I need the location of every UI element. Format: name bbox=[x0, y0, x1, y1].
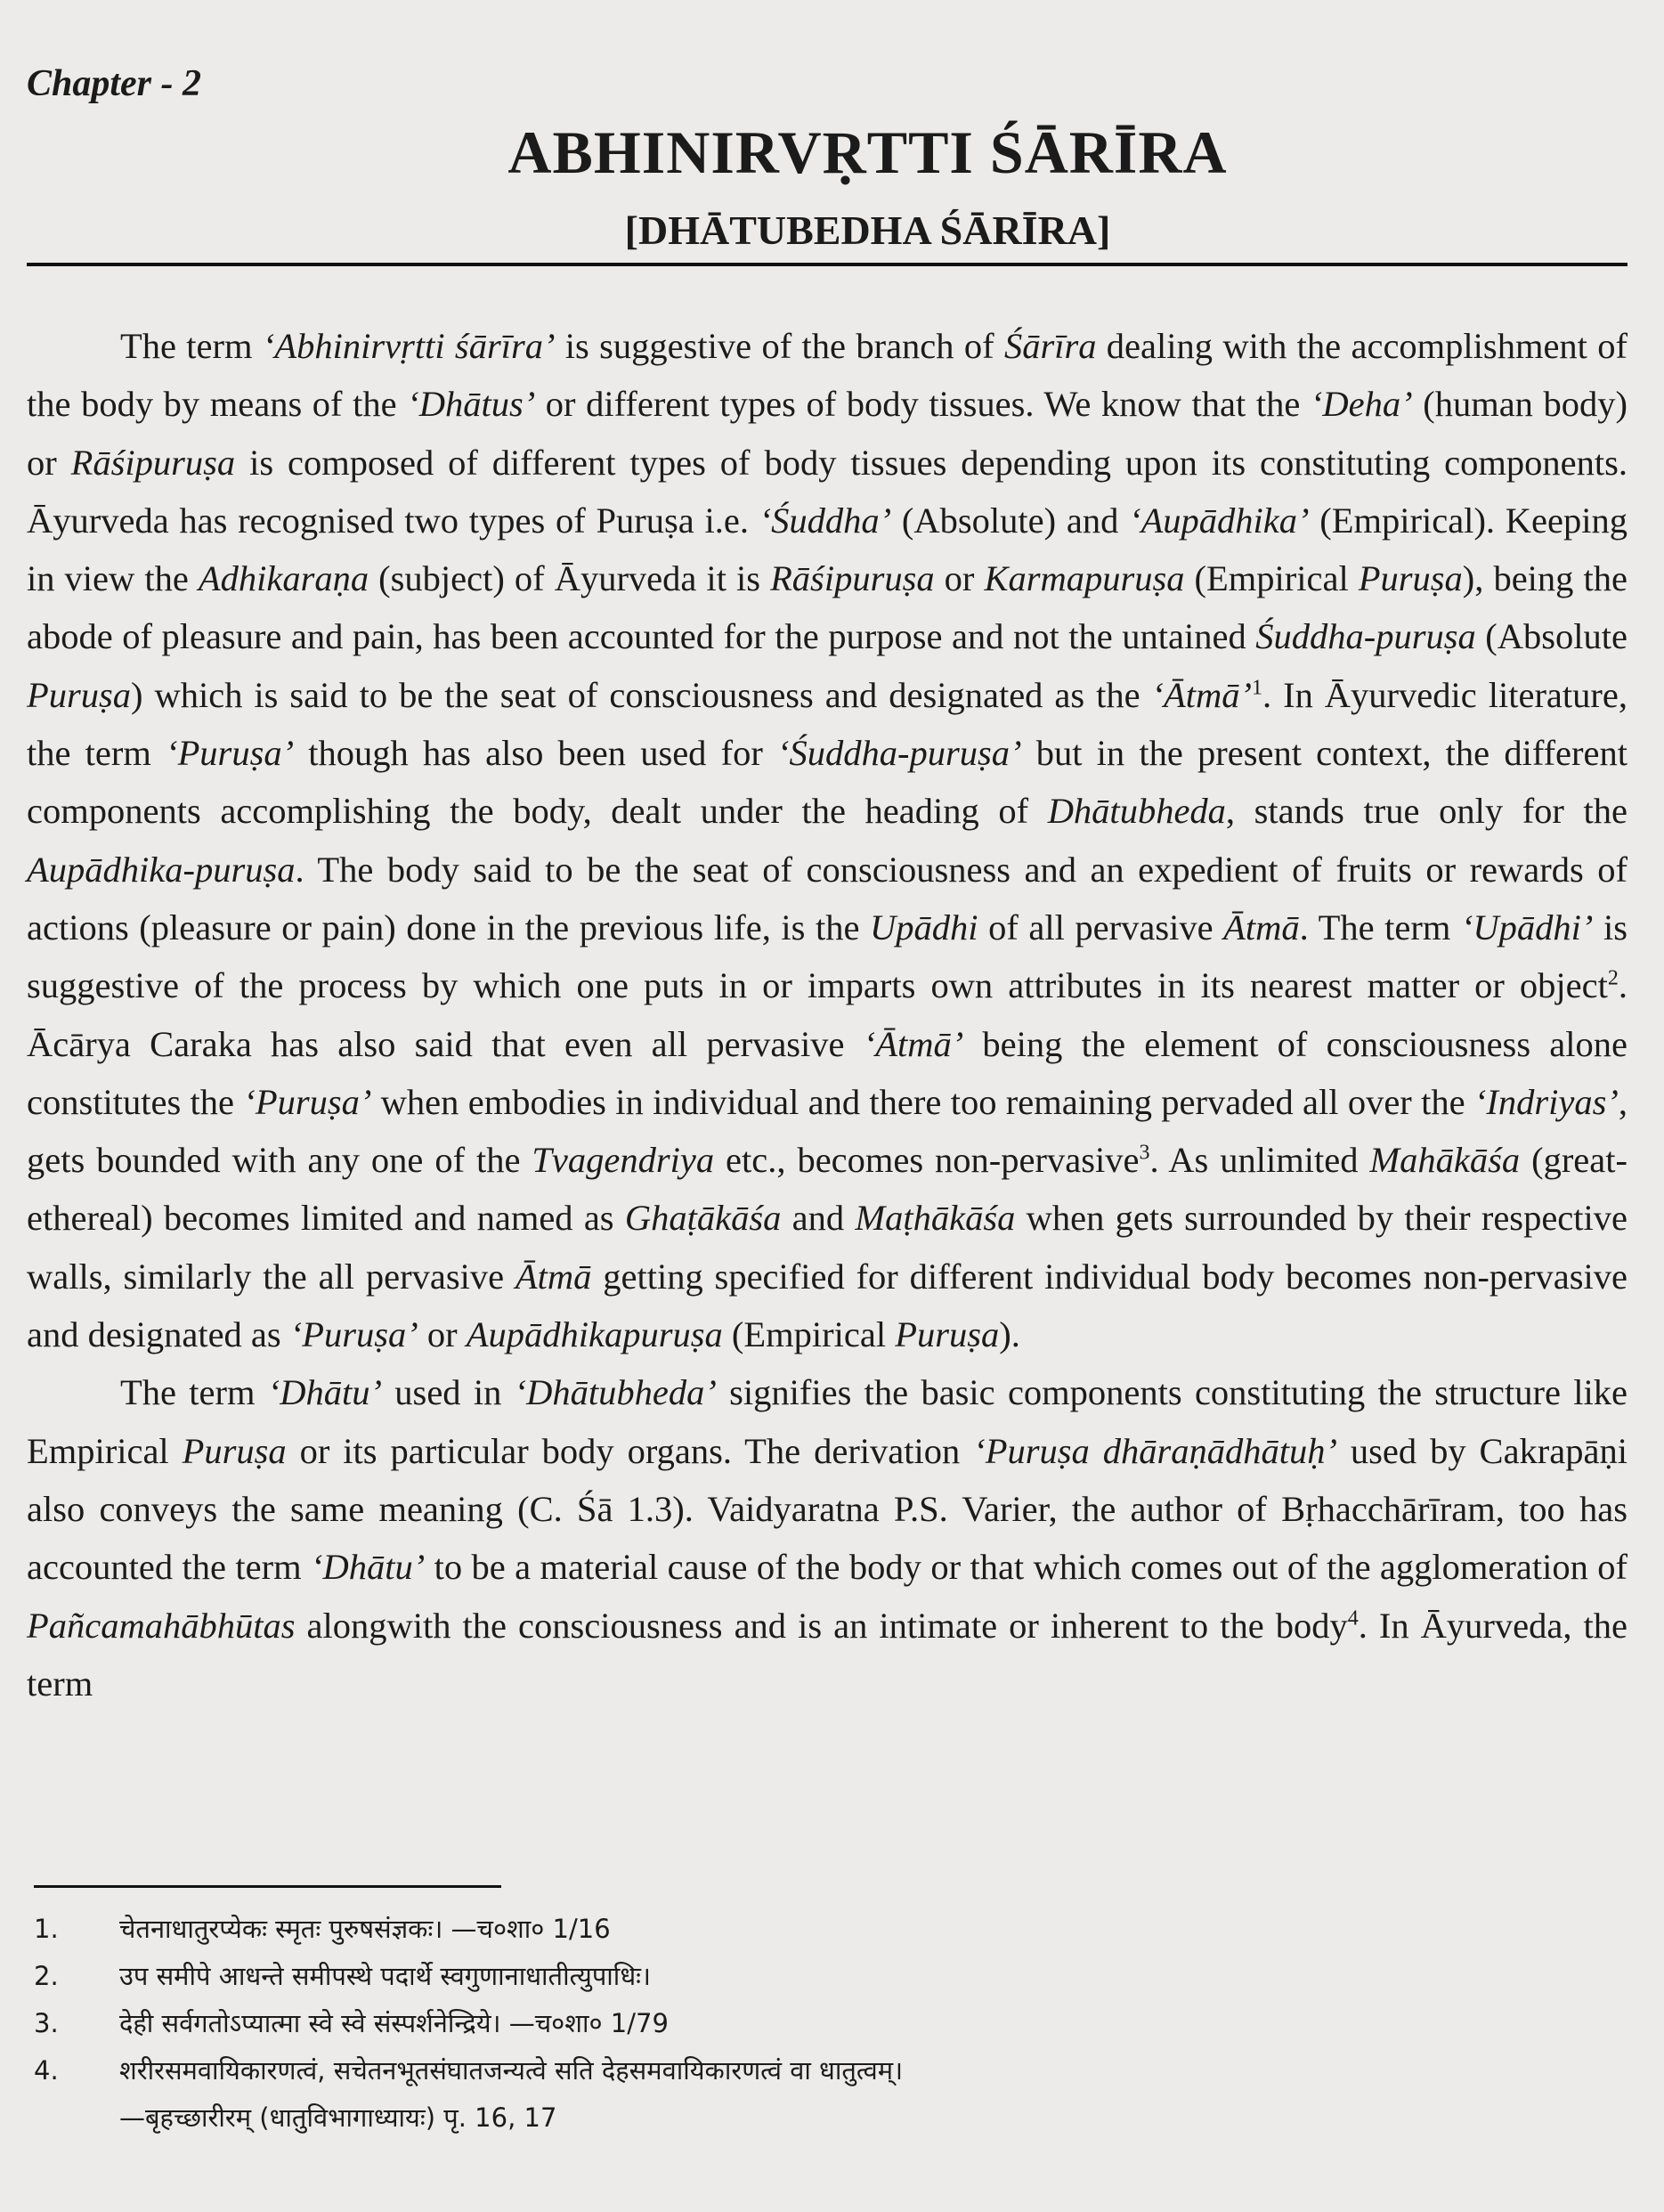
text-run: signifies the basic components constituting the structure like Empirical bbox=[27, 1372, 1627, 1471]
text-run: etc., becomes non-pervasive bbox=[714, 1140, 1140, 1181]
text-run: dealing with the accomplishment of the body by means of the bbox=[27, 326, 1627, 425]
text-run: or bbox=[934, 558, 985, 599]
italic-term: Puruṣa bbox=[1358, 558, 1463, 599]
footnote-item bbox=[34, 2000, 1619, 2047]
italic-term: ‘Upādhi’ bbox=[1460, 907, 1594, 947]
italic-term: Adhikaraṇa bbox=[198, 558, 369, 599]
italic-term: ‘Dhātu’ bbox=[311, 1547, 426, 1588]
text-run: but in the present context, the different components accomplishing the body, dealt under the heading of bbox=[27, 733, 1627, 832]
text-run: . The term bbox=[1299, 907, 1461, 947]
text-run: (Empirical). Keeping in view the bbox=[27, 500, 1627, 599]
footnote-item bbox=[34, 2047, 1619, 2094]
page-subtitle: [DHĀTUBEDHA ŚĀRĪRA] bbox=[624, 207, 1111, 253]
italic-term: ‘Abhinirvṛtti śārīra’ bbox=[262, 326, 556, 366]
paragraph-2 bbox=[27, 1363, 1627, 1712]
footnote-number: 4. bbox=[34, 2055, 59, 2086]
italic-term: ‘Ātmā’ bbox=[863, 1023, 964, 1064]
italic-term: Rāśipuruṣa bbox=[70, 442, 236, 483]
italic-term: ‘Dhātu’ bbox=[267, 1372, 383, 1413]
italic-term: Śārīra bbox=[1003, 326, 1097, 366]
text-run: though has also been used for bbox=[294, 733, 778, 774]
italic-term: Tvagendriya bbox=[532, 1140, 715, 1181]
text-run: (Absolute) and bbox=[891, 500, 1130, 541]
text-run: ). bbox=[999, 1314, 1020, 1355]
text-run: (Empirical bbox=[1184, 558, 1359, 599]
italic-term: ‘Aupādhika’ bbox=[1129, 500, 1310, 541]
text-run: or bbox=[418, 1314, 467, 1355]
footnotes bbox=[34, 1906, 1619, 2142]
chapter-label: Chapter - 2 bbox=[27, 63, 202, 104]
text-run: is suggestive of the process by which one puts in or imparts own attributes in its nearest matter or object bbox=[27, 907, 1627, 1006]
italic-term: Aupādhikapuruṣa bbox=[466, 1314, 723, 1355]
italic-term: Ātmā bbox=[515, 1256, 592, 1297]
italic-term: ‘Ātmā’ bbox=[1151, 674, 1253, 715]
text-run: The term bbox=[120, 326, 263, 366]
text-run: ) which is said to be the seat of consciousness and designated as the bbox=[131, 674, 1152, 715]
footnote-divider bbox=[34, 1885, 501, 1888]
italic-term: Rāśipuruṣa bbox=[770, 558, 935, 599]
footnote-text: उप समीपे आधन्ते समीपस्थे पदार्थे स्वगुणानाधातीत्युपाधिः। bbox=[119, 1961, 652, 1991]
text-run: being the element of consciousness alone constitutes the bbox=[27, 1023, 1627, 1122]
text-run: , stands true only for the bbox=[1225, 791, 1627, 832]
italic-term: ‘Puruṣa dhāraṇādhātuḥ’ bbox=[973, 1430, 1337, 1471]
text-run: is suggestive of the branch of bbox=[555, 326, 1004, 366]
footnote-item bbox=[34, 1953, 1619, 2000]
text-run: (Absolute bbox=[1475, 616, 1627, 657]
text-run: (Empirical bbox=[722, 1314, 896, 1355]
text-run: used in bbox=[382, 1372, 515, 1413]
footnote-text: चेतनाधातुरप्येकः स्मृतः पुरुषसंज्ञकः। —च०शा० 1/16 bbox=[119, 1914, 611, 1944]
text-run: of all pervasive bbox=[978, 907, 1224, 947]
italic-term: Puruṣa bbox=[182, 1430, 287, 1471]
footnote-ref: 4 bbox=[1347, 1606, 1359, 1631]
text-run: , gets bounded with any one of the bbox=[27, 1081, 1627, 1181]
italic-term: ‘Śuddha-puruṣa’ bbox=[777, 733, 1022, 774]
italic-term: Puruṣa bbox=[27, 674, 132, 715]
paragraph-1 bbox=[27, 317, 1627, 1363]
text-run: (subject) of Āyurveda it is bbox=[369, 558, 771, 599]
text-run: alongwith the consciousness and is an intimate or inherent to the body bbox=[295, 1605, 1348, 1646]
text-run: to be a material cause of the body or that which comes out of the agglomeration of bbox=[425, 1547, 1627, 1588]
italic-term: ‘Indriyas’ bbox=[1473, 1081, 1619, 1122]
footnote-number: 3. bbox=[34, 2008, 59, 2038]
italic-term: ‘Puruṣa’ bbox=[289, 1314, 418, 1355]
italic-term: ‘Puruṣa’ bbox=[166, 733, 295, 774]
title-divider bbox=[27, 263, 1627, 266]
italic-term: ‘Dhātubheda’ bbox=[514, 1372, 717, 1413]
italic-term: Pañcamahābhūtas bbox=[27, 1605, 296, 1646]
body-text bbox=[27, 317, 1627, 1712]
italic-term: Upādhi bbox=[870, 907, 978, 947]
text-run: The term bbox=[120, 1372, 268, 1413]
italic-term: Ghaṭākāśa bbox=[624, 1198, 782, 1239]
italic-term: Maṭhākāśa bbox=[855, 1198, 1016, 1239]
text-run: when gets surrounded by their respective walls, similarly the all pervasive bbox=[27, 1198, 1627, 1297]
italic-term: Dhātubheda bbox=[1047, 791, 1226, 832]
text-run: . In Āyurveda, the term bbox=[27, 1605, 1627, 1704]
footnote-number: 2. bbox=[34, 1961, 59, 1991]
footnote-ref: 2 bbox=[1607, 966, 1619, 990]
footnote-item bbox=[34, 1906, 1619, 1953]
text-run: and bbox=[781, 1198, 856, 1239]
page-title: ABHINIRVṚTTI ŚĀRĪRA bbox=[507, 118, 1228, 186]
footnote-text: शरीरसमवायिकारणत्वं, सचेतनभूतसंघातजन्यत्वे सति देहसमवायिकारणत्वं वा धातुत्वम्। bbox=[119, 2055, 904, 2086]
text-run: . Ācārya Caraka has also said that even all pervasive bbox=[27, 965, 1627, 1064]
italic-term: Puruṣa bbox=[895, 1314, 1000, 1355]
italic-term: ‘Puruṣa’ bbox=[243, 1081, 372, 1122]
footnote-text: देही सर्वगतोऽप्यात्मा स्वे स्वे संस्पर्शनेन्द्रिये। —च०शा० 1/79 bbox=[119, 2008, 669, 2038]
italic-term: ‘Śuddha’ bbox=[759, 500, 892, 541]
italic-term: Aupādhika-puruṣa bbox=[27, 849, 296, 890]
text-run: is composed of different types of body tissues depending upon its constituting components. Āyurveda has recognised two types of Puruṣa i.e. bbox=[27, 442, 1627, 541]
text-run: getting specified for different individual body becomes non-pervasive and designated as bbox=[27, 1256, 1627, 1355]
text-run: . In Āyurvedic literature, the term bbox=[27, 674, 1628, 774]
italic-term: Ātmā bbox=[1223, 907, 1300, 947]
italic-term: ‘Deha’ bbox=[1310, 384, 1413, 425]
italic-term: Karmapuruṣa bbox=[984, 558, 1185, 599]
text-run: . The body said to be the seat of consciousness and an expedient of fruits or rewards of actions (pleasure or pain) done in the previous life, is the bbox=[27, 849, 1627, 947]
italic-term: Śuddha-puruṣa bbox=[1255, 616, 1476, 657]
italic-term: ‘Dhātus’ bbox=[407, 384, 536, 425]
text-run: . As unlimited bbox=[1149, 1140, 1370, 1181]
footnote-source: —बृहच्छारीरम् (धातुविभागाध्यायः) पृ. 16, 17 bbox=[119, 2102, 557, 2133]
text-run: (human body) or bbox=[27, 384, 1628, 483]
text-run: when embodies in individual and there too remaining pervaded all over the bbox=[371, 1081, 1474, 1122]
text-run: or different types of body tissues. We know that the bbox=[535, 384, 1311, 425]
text-run: ), being the abode of pleasure and pain, has been accounted for the purpose and not the untained bbox=[27, 558, 1627, 657]
italic-term: Mahākāśa bbox=[1369, 1140, 1521, 1181]
footnote-ref: 3 bbox=[1139, 1141, 1150, 1165]
footnote-number: 1. bbox=[34, 1914, 59, 1944]
text-run: used by Cakrapāṇi also conveys the same meaning (C. Śā 1.3). Vaidyaratna P.S. Varier, the author of Bṛhacchārīram, too has accounted the term bbox=[27, 1430, 1627, 1588]
text-run: (great-ethereal) becomes limited and named as bbox=[27, 1140, 1628, 1239]
text-run: or its particular body organs. The derivation bbox=[286, 1430, 974, 1471]
footnote-ref: 1 bbox=[1252, 676, 1263, 700]
